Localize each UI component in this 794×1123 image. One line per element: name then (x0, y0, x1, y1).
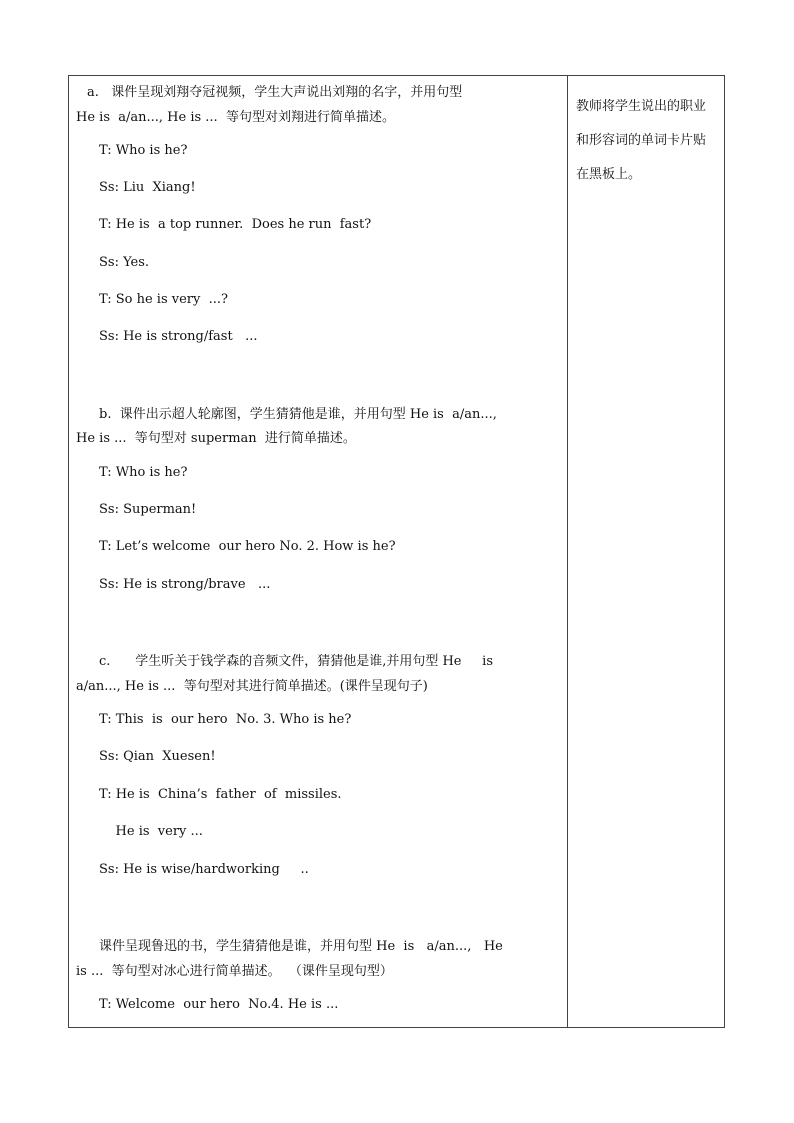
section-a-intro-line1: a. 课件呈现刘翔夺冠视频，学生大声说出刘翔的名字，并用句型 (87, 85, 463, 100)
notes-line: 教师将学生说出的职业 (576, 99, 707, 114)
column-divider (567, 76, 568, 1027)
notes-line: 和形容词的单词卡片贴 (576, 133, 707, 148)
section-c-intro-line2: a/an..., He is ... 等句型对其进行简单描述。(课件呈现句子) (76, 679, 428, 694)
dialogue-line: T: So he is very ...? (99, 292, 228, 307)
notes-cell (576, 90, 721, 192)
dialogue-line: Ss: He is strong/brave ... (99, 577, 271, 592)
section-d-intro-line1: 课件呈现鲁迅的书，学生猜猜他是谁，并用句型 He is a/an..., He (99, 939, 503, 954)
dialogue-line: Ss: Liu Xiang! (99, 180, 196, 195)
dialogue-line: T: This is our hero No. 3. Who is he? (99, 712, 352, 727)
dialogue-line: He is very ... (99, 824, 203, 839)
section-d-intro-line2: is ... 等句型对冰心进行简单描述。 （课件呈现句型） (76, 964, 393, 979)
section-a-intro-line2: He is a/an..., He is ... 等句型对刘翔进行简单描述。 (76, 110, 395, 125)
section-b-intro-line2: He is ... 等句型对 superman 进行简单描述。 (76, 431, 356, 446)
lesson-table (68, 75, 725, 1028)
dialogue-line: T: He is China’s father of missiles. (99, 787, 342, 802)
dialogue-line: Ss: He is wise/hardworking .. (99, 862, 309, 877)
section-c-intro-line1: c. 学生听关于钱学森的音频文件，猜猜他是谁,并用句型 He is (99, 654, 493, 669)
dialogue-line: Ss: Yes. (99, 255, 150, 270)
dialogue-line: Ss: He is strong/fast ... (99, 329, 258, 344)
dialogue-line: T: Welcome our hero No.4. He is ... (99, 997, 339, 1012)
dialogue-line: T: He is a top runner. Does he run fast? (99, 217, 372, 232)
dialogue-line: T: Let’s welcome our hero No. 2. How is he? (99, 539, 396, 554)
dialogue-line: T: Who is he? (99, 143, 188, 158)
procedure-cell (69, 76, 567, 1027)
dialogue-line: T: Who is he? (99, 465, 188, 480)
dialogue-line: Ss: Superman! (99, 502, 197, 517)
section-b-intro-line1: b. 课件出示超人轮廓图，学生猜猜他是谁，并用句型 He is a/an..., (99, 407, 497, 422)
notes-line: 在黑板上。 (576, 167, 642, 182)
dialogue-line: Ss: Qian Xuesen! (99, 749, 216, 764)
